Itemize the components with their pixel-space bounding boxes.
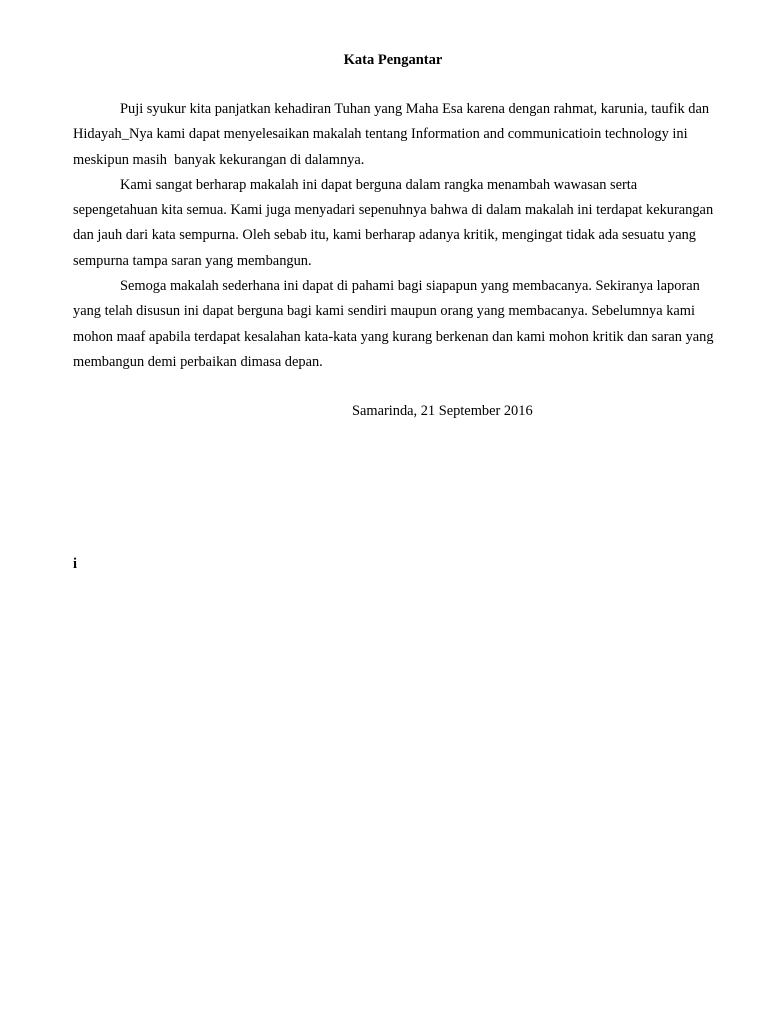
page-title: Kata Pengantar [343, 52, 443, 68]
page-number: i [73, 556, 77, 572]
body-text [73, 97, 718, 375]
paragraph-3: Semoga makalah sederhana ini dapat di pahami bagi siapapun yang membacanya. Sekiranya laporan yang telah disusun ini dapat berguna bagi kami sendiri maupun orang yang membacanya. Sebelumnya kami mohon maaf apabila terdapat kesalahan kata-kata yang kurang berkenan dan kami mohon kritik dan saran yang membangun demi perbaikan dimasa depan. [73, 278, 718, 370]
paragraph-1: Puji syukur kita panjatkan kehadiran Tuhan yang Maha Esa karena dengan rahmat, karunia, taufik dan Hidayah_Nya kami dapat menyelesaikan makalah tentang Information and communicatioin technology ini meskipun masih banyak kekurangan di dalamnya. [73, 101, 713, 168]
signature-place-date: Samarinda, 21 September 2016 [352, 403, 533, 419]
paragraph-2: Kami sangat berharap makalah ini dapat berguna dalam rangka menambah wawasan serta sepengetahuan kita semua. Kami juga menyadari sepenuhnya bahwa di dalam makalah ini terdapat kekurangan dan jauh dari kata sempurna. Oleh sebab itu, kami berharap adanya kritik, mengingat tidak ada sesuatu yang sempurna tampa saran yang membangun. [73, 176, 717, 269]
